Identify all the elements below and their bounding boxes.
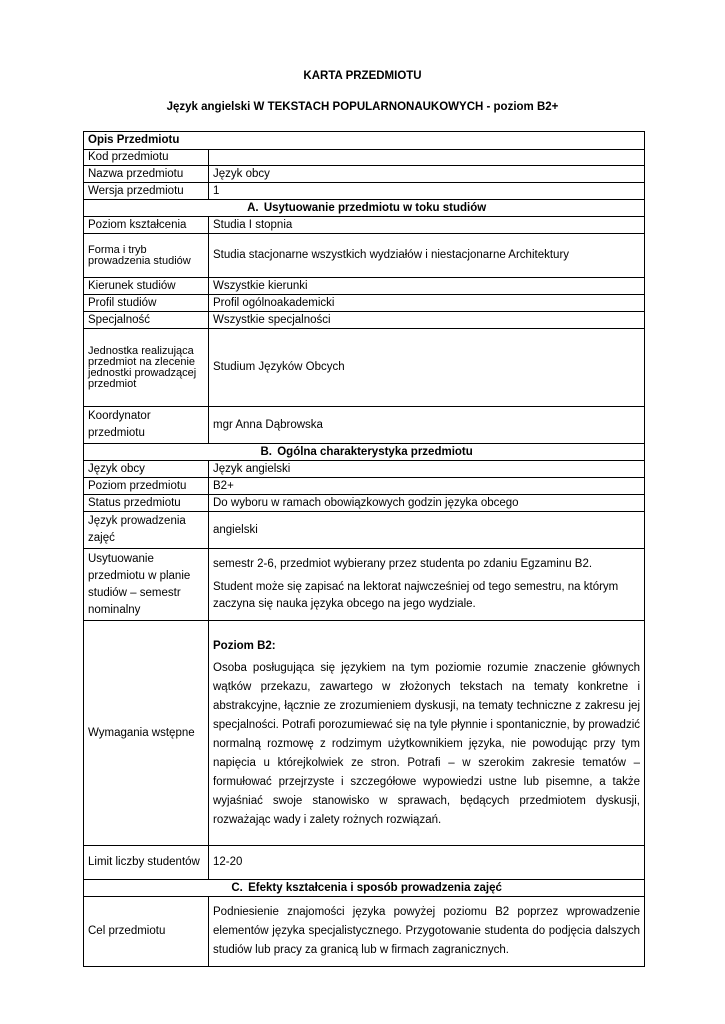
limit-value: 12-20 [209,846,645,880]
wymagania-text: Osoba posługująca się językiem na tym poziomie rozumie znaczenie głównych wątków przekazu, zawartego w złożonych tekstach na tematy konkretne i abstrakcyjne, łącznie ze zrozumieniem dyskusji, na tematy techniczne z zakresu jej specjalności. Potrafi porozumiewać się na tyle płynnie i spontanicznie, by prowadzić normalną rozmowę z rodzimym użytkownikiem języka, nie powodując przy tym napięcia u którejkolwiek ze stron. Potrafi – w szerokim zakresie tematów – formułować przejrzyste i szczegółowe wypowiedzi ustne lub pisemne, a także wyjaśniać swoje stanowisko w sprawach, będących przedmiotem dyskusji, rozważając wady i zalety rożnych rozwiązań. [213,661,640,826]
table-row [84,897,645,967]
forma-value: Studia stacjonarne wszystkich wydziałów i niestacjonarne Architektury [209,234,645,278]
table-row [84,150,645,166]
nazwa-value: Język obcy [209,166,645,183]
table-row [84,407,645,444]
course-card-table [83,131,645,967]
wymagania-label: Wymagania wstępne [84,621,209,846]
jezyk-prowadzenia-value: angielski [209,512,645,549]
profil-label: Profil studiów [84,295,209,312]
table-row [84,278,645,295]
table-row [84,461,645,478]
table-row [84,621,645,846]
specjalnosc-value: Wszystkie specjalności [209,312,645,329]
cel-value [209,897,645,967]
section-b-header [84,444,645,461]
usytuowanie-label: Usytuowanie przedmiotu w planie studiów – semestr nominalny [84,549,209,621]
usytuowanie-paragraph-2: Student może się zapisać na lektorat najwcześniej od tego semestru, na którym zaczyna się nauka języka obcego na jego wydziale. [213,581,619,610]
table-row [84,132,645,150]
koordynator-value: mgr Anna Dąbrowska [209,407,645,444]
poziom-ksztalcenia-label: Poziom kształcenia [84,217,209,234]
wymagania-value [209,621,645,846]
document-subtitle: Język angielski W TEKSTACH POPULARNONAUKOWYCH - poziom B2+ [166,101,559,113]
table-row [84,183,645,200]
table-row [84,312,645,329]
table-row [84,549,645,621]
table-row [84,234,645,278]
wymagania-heading: Poziom B2: [213,639,276,652]
section-c-header [84,880,645,897]
cel-label: Cel przedmiotu [84,897,209,967]
table-row [84,478,645,495]
table-row [84,217,645,234]
specjalnosc-label: Specjalność [84,312,209,329]
table-row [84,495,645,512]
kierunek-value: Wszystkie kierunki [209,278,645,295]
kod-label: Kod przedmiotu [84,150,209,166]
nazwa-label: Nazwa przedmiotu [84,166,209,183]
jezyk-obcy-label: Język obcy [84,461,209,478]
table-row [84,295,645,312]
kierunek-label: Kierunek studiów [84,278,209,295]
table-row [84,444,645,461]
table-row [84,846,645,880]
section-b-title: Ogólna charakterystyka przedmiotu [277,445,473,458]
forma-label: Forma i tryb prowadzenia studiów [84,234,209,278]
status-value: Do wyboru w ramach obowiązkowych godzin języka obcego [209,495,645,512]
jednostka-label: Jednostka realizująca przedmiot na zlecenie jednostki prowadzącej przedmiot [84,329,209,407]
section-c-letter: C. [231,881,243,894]
usytuowanie-value [209,549,645,621]
cel-text: Podniesienie znajomości języka powyżej poziomu B2 poprzez wprowadzenie elementów języka specjalistycznego. Przygotowanie studenta do podjęcia dalszych studiów lub pracy za granicą lub w firmach zagranicznych. [213,906,640,956]
jednostka-value: Studium Języków Obcych [209,329,645,407]
jezyk-obcy-value: Język angielski [209,461,645,478]
section-c-title: Efekty kształcenia i sposób prowadzenia zajęć [248,881,502,894]
table-row [84,880,645,897]
status-label: Status przedmiotu [84,495,209,512]
poziom-ksztalcenia-value: Studia I stopnia [209,217,645,234]
wersja-label: Wersja przedmiotu [84,183,209,200]
usytuowanie-paragraph-1: semestr 2-6, przedmiot wybierany przez studenta po zdaniu Egzaminu B2. [213,558,593,570]
table-row [84,166,645,183]
limit-label: Limit liczby studentów [84,846,209,880]
section-a-header [84,200,645,217]
wersja-value: 1 [209,183,645,200]
table-row [84,512,645,549]
document-title: KARTA PRZEDMIOTU [303,70,422,82]
poziom-przedmiotu-label: Poziom przedmiotu [84,478,209,495]
poziom-przedmiotu-value: B2+ [209,478,645,495]
section-a-letter: A. [247,201,259,214]
section-b-letter: B. [260,445,272,458]
section-a-title: Usytuowanie przedmiotu w toku studiów [263,201,487,214]
kod-value [209,150,645,166]
opis-header: Opis Przedmiotu [84,132,645,150]
table-row [84,200,645,217]
jezyk-prowadzenia-label: Język prowadzenia zajęć [84,512,209,549]
koordynator-label: Koordynator przedmiotu [84,407,209,444]
table-row [84,329,645,407]
profil-value: Profil ogólnoakademicki [209,295,645,312]
